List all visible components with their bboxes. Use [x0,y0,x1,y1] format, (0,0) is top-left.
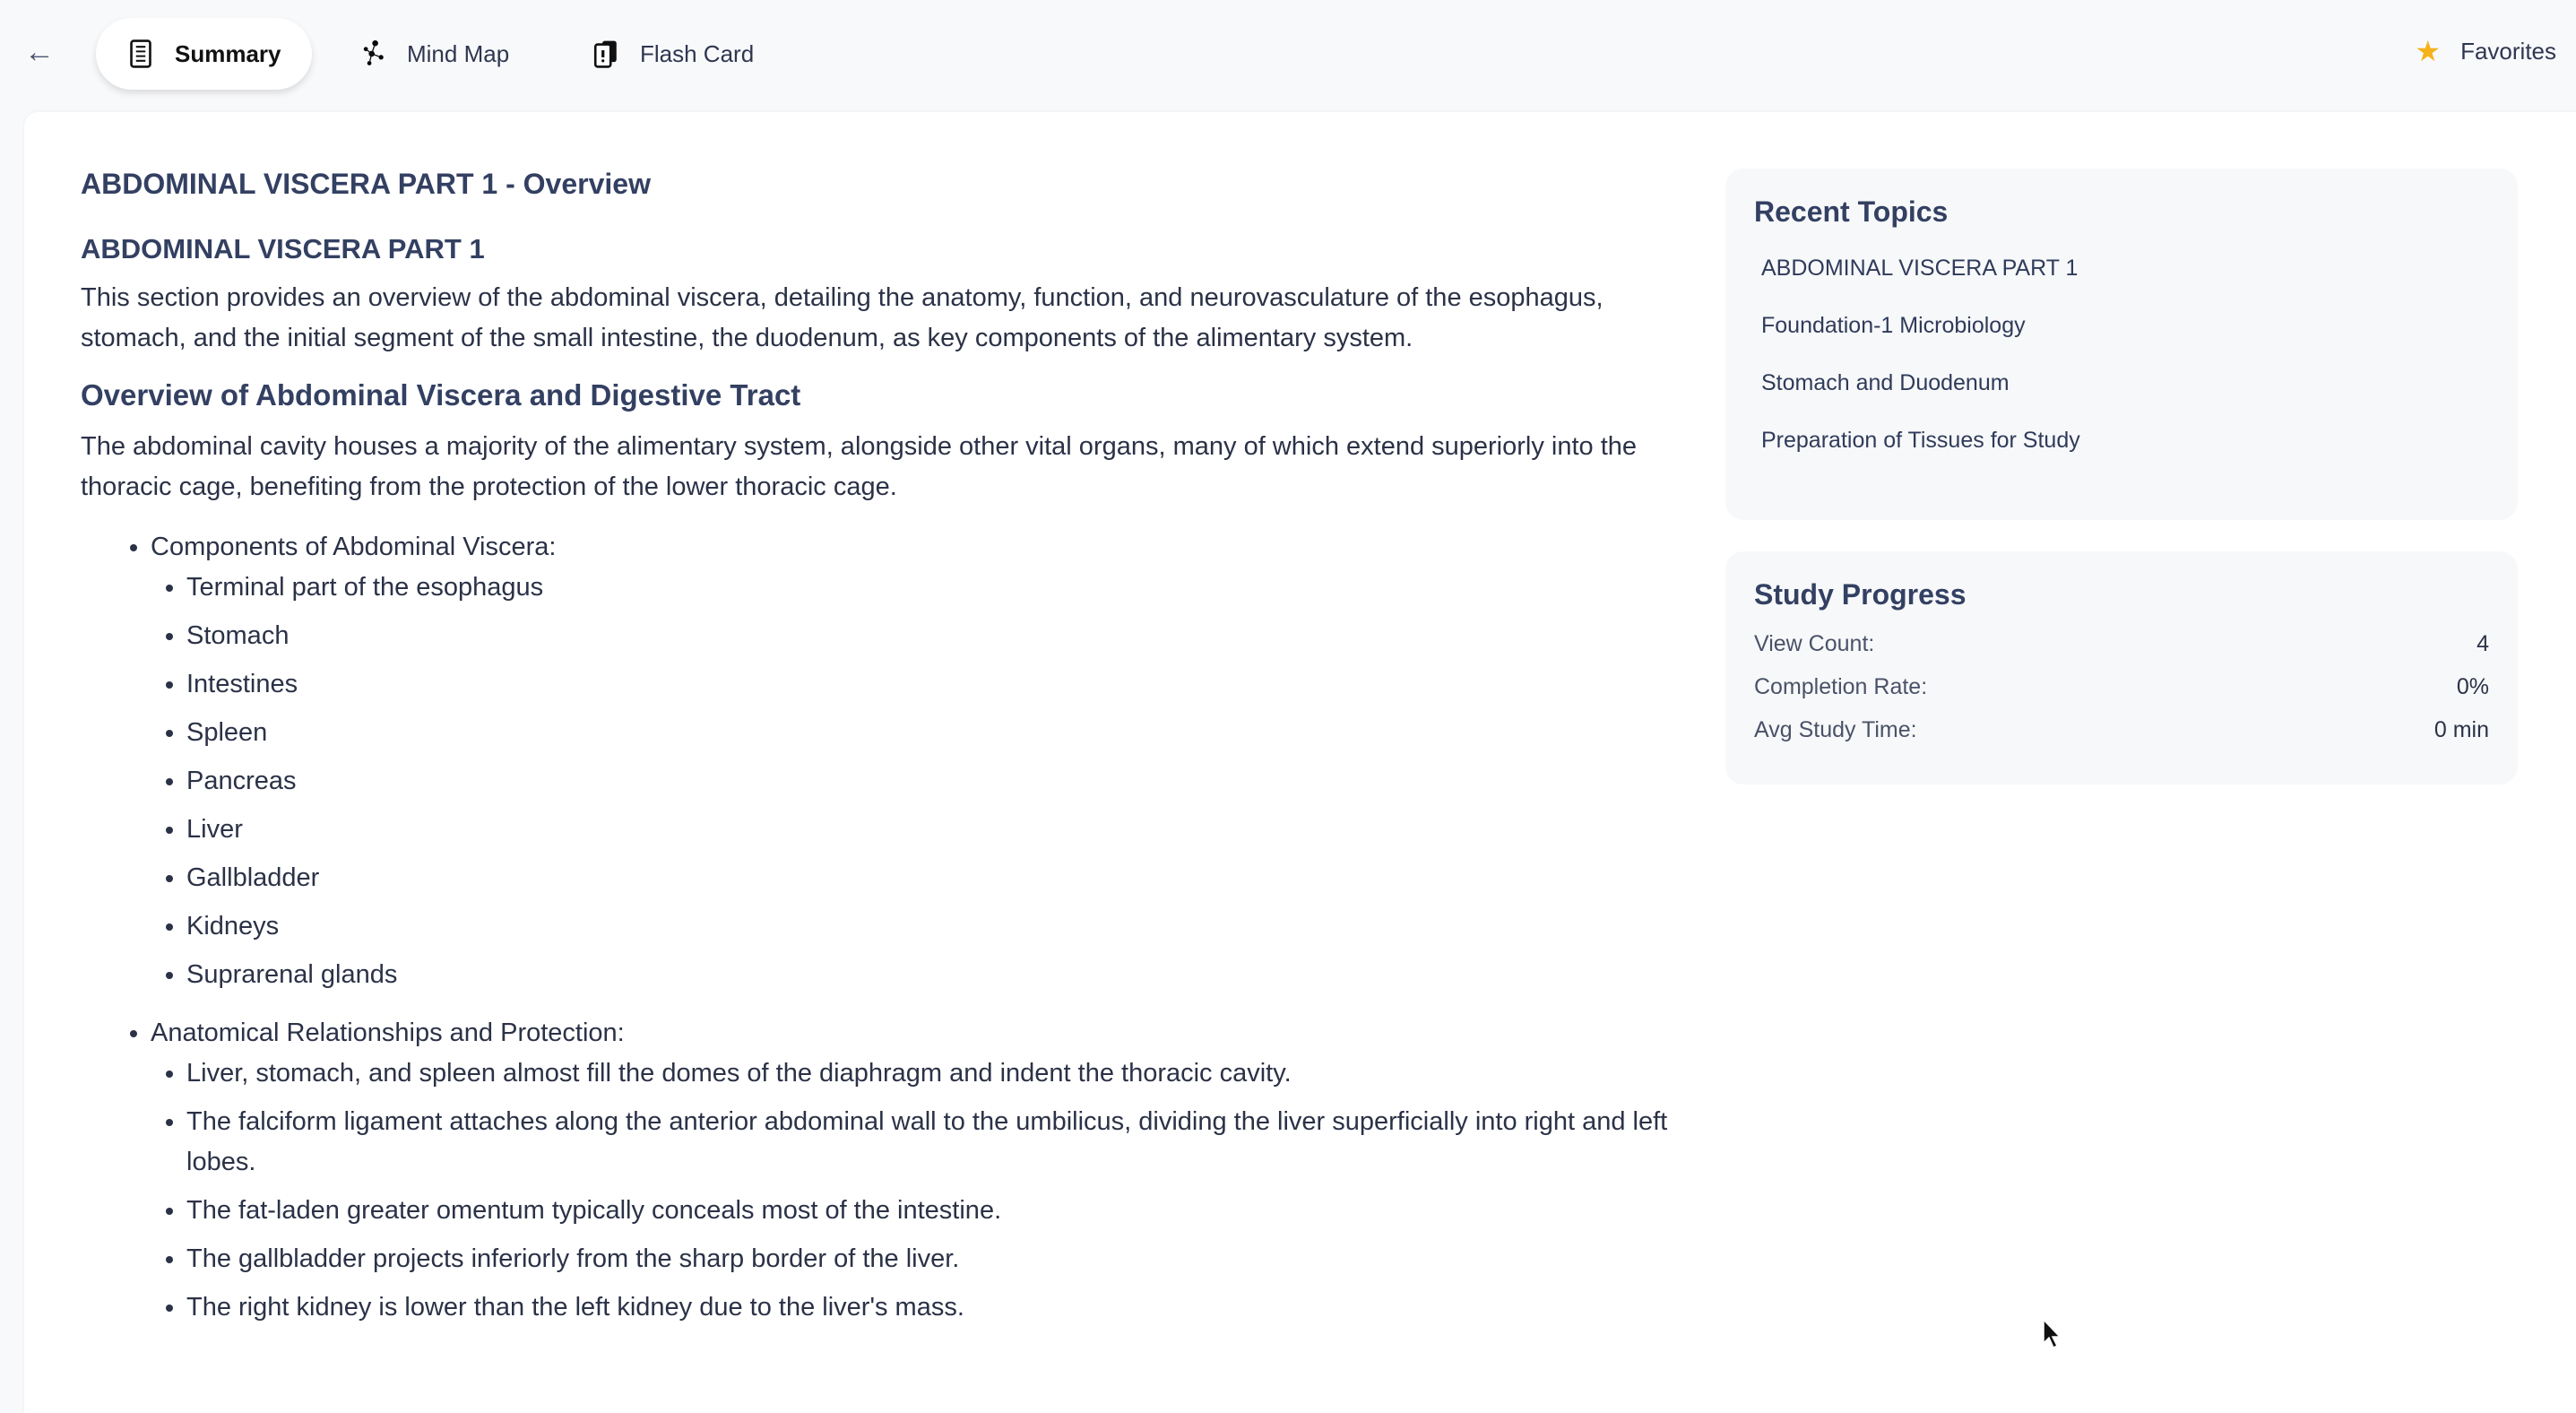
study-progress-card [1725,551,2518,785]
intro-paragraph: This section provides an overview of the abdominal viscera, detailing the anatomy, function, and neurovasculature of the esophagus, stomach, and the initial segment of the small intestine, the duodenum, as key components of the alimentary system. [81,283,1604,352]
study-progress-title: Study Progress [1754,578,1967,611]
tab-flash-card[interactable] [592,18,754,90]
list-item: • Terminal part of the esophagus [186,568,1694,608]
tab-summary[interactable] [96,18,312,90]
page-title: ABDOMINAL VISCERA PART 1 - Overview [81,168,651,200]
recent-topic-link[interactable]: Stomach and Duodenum [1761,370,2010,395]
tab-label: Flash Card [640,39,755,67]
list-item: • Pancreas [186,761,1694,802]
list-item: • The right kidney is lower than the left kidney due to the liver's mass. [186,1287,1694,1328]
section-title: ABDOMINAL VISCERA PART 1 [81,233,485,264]
summary-content[interactable] [81,168,1694,1380]
list-group-label: Anatomical Relationships and Protection: [151,1019,625,1047]
tab-label: Summary [175,39,281,67]
list-item: • Spleen [186,713,1694,753]
recent-topic-link[interactable]: Preparation of Tissues for Study [1761,428,2080,453]
recent-topic-link[interactable]: ABDOMINAL VISCERA PART 1 [1761,256,2079,281]
progress-row [1754,631,2489,674]
list-item: • Gallbladder [186,858,1694,898]
subheading: Overview of Abdominal Viscera and Digestive Tract [81,378,801,412]
list-item: • Liver, stomach, and spleen almost fill the domes of the diaphragm and indent the thoracic cavity. [186,1053,1694,1094]
progress-label: View Count: [1754,631,1875,656]
favorites-button[interactable] [2415,34,2556,68]
progress-value: 0 min [2433,717,2489,742]
sidebar [1725,169,2518,785]
overview-paragraph: The abdominal cavity houses a majority of the alimentary system, alongside other vital organs, many of which extend superiorly into the thoracic cage, benefiting from the protection of the lower thoracic cage. [81,432,1638,501]
list-group-label: Components of Abdominal Viscera: [151,533,557,561]
recent-topic-link[interactable]: Foundation-1 Microbiology [1761,313,2026,338]
recent-topics-title: Recent Topics [1754,195,1949,228]
list-item: • The falciform ligament attaches along the anterior abdominal wall to the umbilicus, dividing the liver superficially into right and left lobes. [186,1102,1694,1183]
bullet-list [81,527,1694,1328]
list-item: • The gallbladder projects inferiorly from the sharp border of the liver. [186,1239,1694,1279]
mind-map-icon [359,39,387,69]
progress-label: Avg Study Time: [1754,717,1917,742]
favorites-label: Favorites [2460,37,2556,65]
list-item: • Suprarenal glands [186,955,1694,995]
list-item: • Stomach [186,616,1694,656]
star-icon: ★ [2415,35,2442,67]
list-item: • Kidneys [186,906,1694,947]
list-item: • Intestines [186,664,1694,705]
list-group [151,1013,1694,1328]
back-arrow-icon[interactable]: ← [24,35,55,69]
tab-mind-map[interactable] [359,18,509,90]
document-icon [126,39,155,69]
recent-topics-card [1725,169,2518,520]
progress-row [1754,674,2489,717]
progress-row [1754,717,2489,760]
summary-panel [24,112,2576,1413]
list-group [151,527,1694,995]
top-bar [0,0,2576,112]
progress-value: 0% [2456,674,2489,699]
flash-card-icon [592,39,620,69]
progress-label: Completion Rate: [1754,674,1928,699]
list-item: • The fat-laden greater omentum typically conceals most of the intestine. [186,1191,1694,1231]
mouse-cursor-icon [2042,1318,2063,1350]
tab-label: Mind Map [407,39,510,67]
list-item: • Liver [186,810,1694,850]
progress-value: 4 [2477,631,2489,656]
